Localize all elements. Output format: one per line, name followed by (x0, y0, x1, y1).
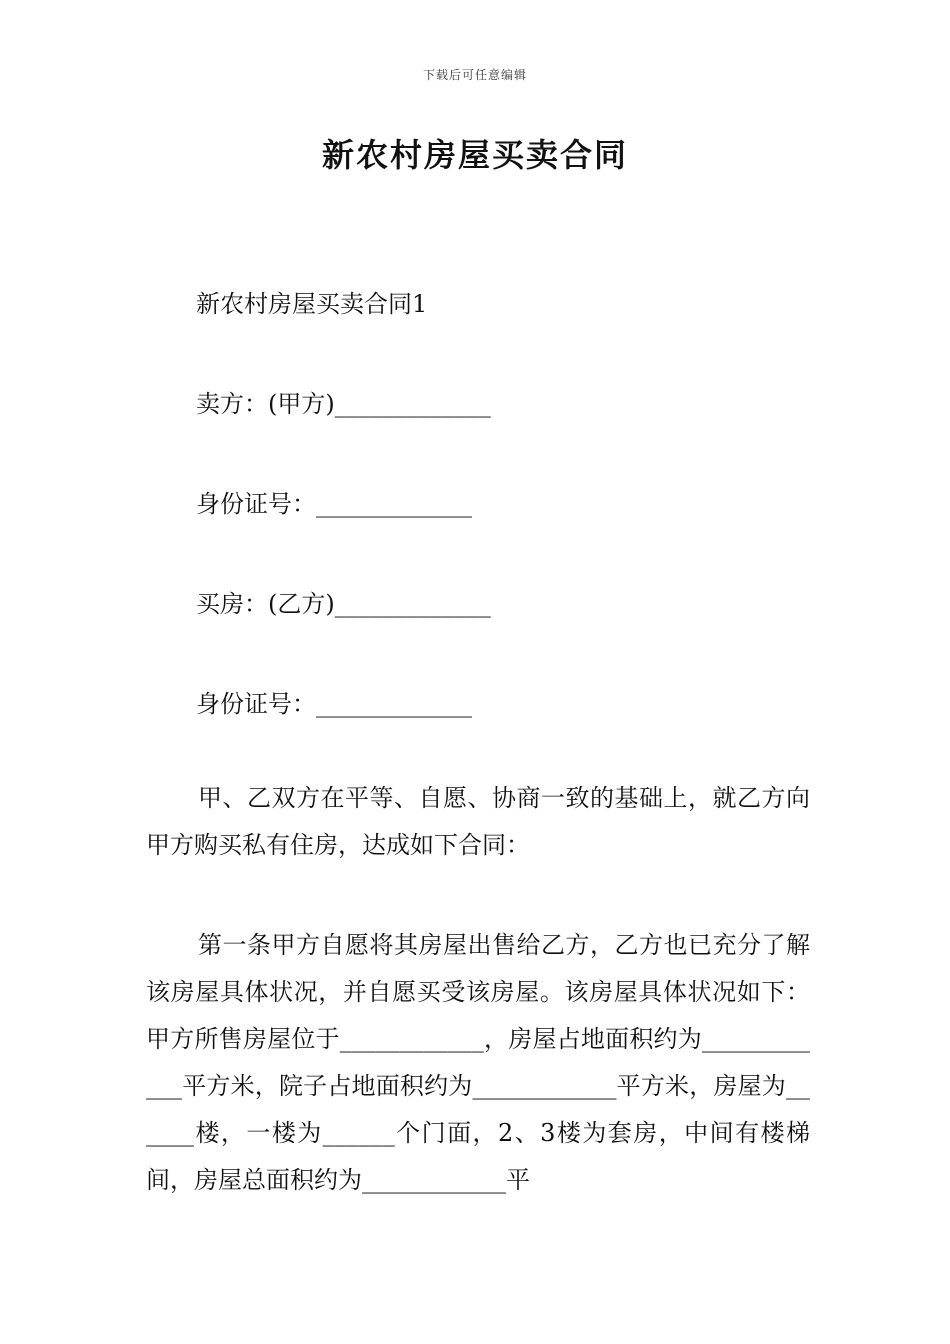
buyer-id-field: 身份证号：_____________ (196, 690, 472, 718)
article-1-paragraph: 第一条甲方自愿将其房屋出售给乙方，乙方也已充分了解该房屋具体状况，并自愿买受该房屋。该房屋具体状况如下：甲方所售房屋位于____________，房屋占地面积约为____________平方米，院子占地面积约为____________平方米，房屋为______楼，一楼为______个门面，2、3楼为套房，中间有楼梯间，房屋总面积约为____________平 (146, 931, 810, 1194)
seller-field: 卖方：(甲方)_____________ (196, 390, 491, 418)
header-note: 下载后可任意编辑 (422, 68, 527, 82)
seller-id-field: 身份证号：_____________ (196, 490, 472, 518)
intro-paragraph: 甲、乙双方在平等、自愿、协商一致的基础上，就乙方向甲方购买私有住房，达成如下合同： (146, 784, 810, 859)
contract-subtitle: 新农村房屋买卖合同1 (196, 290, 428, 318)
document-title: 新农村房屋买卖合同 (321, 136, 628, 174)
buyer-field: 买房：(乙方)_____________ (196, 590, 491, 618)
